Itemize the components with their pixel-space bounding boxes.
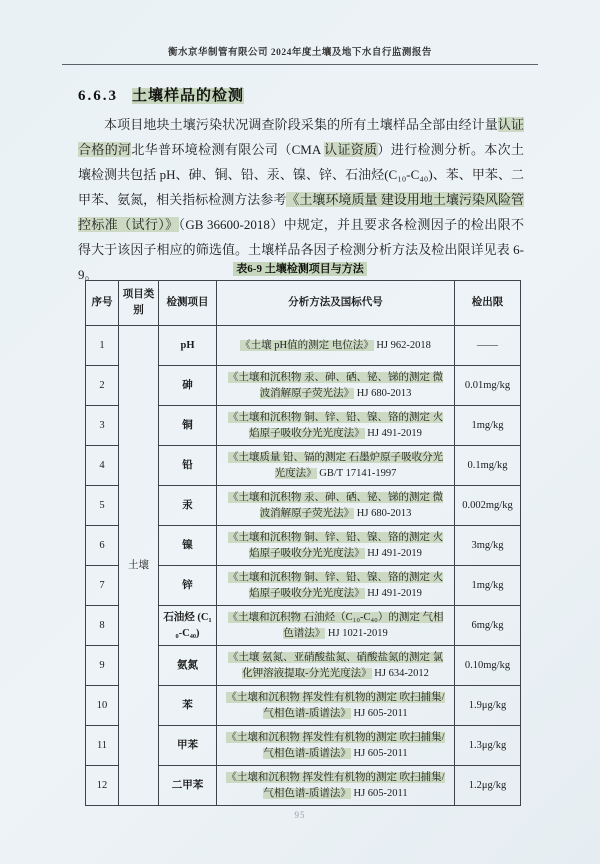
cell-limit: 1mg/kg (455, 406, 521, 446)
para-segment: 北华普环境检测有限公司（CMA (131, 142, 325, 157)
cell-limit: 1.3μg/kg (455, 726, 521, 766)
running-header-title: 衡水京华制管有限公司 2024年度土壤及地下水自行监测报告 (168, 48, 432, 58)
cell-method (217, 366, 455, 406)
cell-item: 铜 (159, 406, 217, 446)
cell-method (217, 766, 455, 806)
method-code: HJ 605-2011 (353, 747, 408, 759)
cell-item: 汞 (159, 486, 217, 526)
header-method: 分析方法及国标代号 (217, 281, 455, 326)
header-item: 检测项目 (159, 281, 217, 326)
header-no: 序号 (86, 281, 119, 326)
method-title: 《土壤和沉积物 铜、锌、铅、镍、铬的测定 火焰原子吸收分光光度法》 (227, 411, 444, 439)
cell-method (217, 486, 455, 526)
method-code: HJ 680-2013 (356, 387, 412, 399)
cell-method (217, 526, 455, 566)
cell-item: 镍 (159, 526, 217, 566)
method-code: HJ 605-2011 (353, 707, 408, 719)
section-title: 土壤样品的检测 (132, 88, 245, 104)
method-code: GB/T 17141-1997 (319, 467, 397, 479)
cell-method (217, 326, 455, 366)
method-title: 《土壤和沉积物 铜、锌、铅、镍、铬的测定 火焰原子吸收分光光度法》 (227, 531, 444, 559)
section-heading (78, 84, 522, 105)
table-header-row (86, 281, 521, 326)
para-segment: （GB 36600-2018）中规定，并且要求各检测因子的检出限不得大于该因子相应的筛选值。土壤样品各因子检测分析方法及检出限详见表 6-9。 (78, 217, 524, 282)
cell-limit: 1mg/kg (455, 566, 521, 606)
cell-limit: 6mg/kg (455, 606, 521, 646)
method-code: HJ 962-2018 (376, 339, 431, 351)
cell-item: 苯 (159, 686, 217, 726)
method-title: 《土壤质量 铅、镉的测定 石墨炉原子吸收分光光度法》 (227, 451, 444, 479)
detection-table-wrapper (85, 280, 520, 806)
cell-method (217, 726, 455, 766)
table-row (86, 326, 521, 366)
cell-item: pH (159, 326, 217, 366)
cell-no: 8 (86, 606, 119, 646)
cell-no: 3 (86, 406, 119, 446)
cell-item: 锌 (159, 566, 217, 606)
cell-limit: 3mg/kg (455, 526, 521, 566)
method-code: HJ 1021-2019 (327, 627, 388, 639)
page-number: 95 (294, 810, 306, 820)
cell-limit: 1.9μg/kg (455, 686, 521, 726)
cell-category: 土壤 (119, 326, 159, 806)
cell-limit: —— (455, 326, 521, 366)
cell-no: 5 (86, 486, 119, 526)
para-segment-highlight: 认证合格的河 (78, 117, 524, 157)
cell-no: 10 (86, 686, 119, 726)
cell-method (217, 606, 455, 646)
cell-limit: 0.10mg/kg (455, 646, 521, 686)
method-code: HJ 605-2011 (353, 787, 408, 799)
cell-limit: 0.002mg/kg (455, 486, 521, 526)
cell-item: 氨氮 (159, 646, 217, 686)
cell-method (217, 446, 455, 486)
cell-no: 2 (86, 366, 119, 406)
table-caption (0, 260, 600, 276)
method-title: 《土壤 氨氮、亚硝酸盐氮、硝酸盐氮的测定 氯化钾溶液提取-分光光度法》 (227, 651, 444, 679)
method-code: HJ 680-2013 (356, 507, 412, 519)
table-caption-text: 表6-9 土壤检测项目与方法 (233, 262, 366, 276)
cell-limit: 1.2μg/kg (455, 766, 521, 806)
cell-no: 11 (86, 726, 119, 766)
method-title: 《土壤和沉积物 石油烃（C₁₀-C₄₀）的测定 气相色谱法》 (227, 611, 444, 639)
header-limit: 检出限 (455, 281, 521, 326)
cell-method (217, 406, 455, 446)
cell-no: 7 (86, 566, 119, 606)
method-title: 《土壤和沉积物 铜、锌、铅、镍、铬的测定 火焰原子吸收分光光度法》 (227, 571, 444, 599)
cell-method (217, 686, 455, 726)
cell-no: 9 (86, 646, 119, 686)
para-segment: 本项目地块土壤污染状况调查阶段采集的所有土壤样品全部由经计量 (104, 117, 498, 132)
method-title: 《土壤和沉积物 挥发性有机物的测定 吹扫捕集/气相色谱-质谱法》 (226, 731, 445, 759)
para-segment-highlight: 《土壤环境质量 建设用地土壤污染风险管控标准（试行）》 (78, 192, 524, 232)
cell-item: 甲苯 (159, 726, 217, 766)
method-title: 《土壤和沉积物 挥发性有机物的测定 吹扫捕集/气相色谱-质谱法》 (226, 771, 445, 799)
cell-method (217, 646, 455, 686)
cell-limit: 0.01mg/kg (455, 366, 521, 406)
method-title: 《土壤和沉积物 挥发性有机物的测定 吹扫捕集/气相色谱-质谱法》 (226, 691, 445, 719)
cell-item: 二甲苯 (159, 766, 217, 806)
detection-method-table (85, 280, 521, 806)
header-category: 项目类别 (119, 281, 159, 326)
cell-no: 1 (86, 326, 119, 366)
method-code: HJ 491-2019 (367, 547, 422, 559)
para-segment: ）进行检测分析。本次土壤检测共包括 pH、砷、铜、铅、汞、镍、锌、石油烃(C₁₀-C₄₀)、苯、甲苯、二甲苯、氨氮，相关指标检测方法参考 (78, 142, 524, 207)
cell-no: 4 (86, 446, 119, 486)
running-header (62, 44, 538, 65)
method-code: HJ 491-2019 (367, 587, 422, 599)
cell-method (217, 566, 455, 606)
method-code: HJ 491-2019 (367, 427, 422, 439)
cell-limit: 0.1mg/kg (455, 446, 521, 486)
method-code: HJ 634-2012 (374, 667, 429, 679)
cell-item: 铅 (159, 446, 217, 486)
method-title: 《土壤和沉积物 汞、砷、硒、铋、锑的测定 微波消解原子荧光法》 (227, 371, 444, 399)
cell-no: 6 (86, 526, 119, 566)
method-title: 《土壤 pH值的测定 电位法》 (240, 339, 374, 351)
cell-item: 石油烃 (C₁₀-C₄₀) (159, 606, 217, 646)
cell-no: 12 (86, 766, 119, 806)
section-number: 6.6.3 (78, 88, 118, 104)
cell-item: 砷 (159, 366, 217, 406)
method-title: 《土壤和沉积物 汞、砷、硒、铋、锑的测定 微波消解原子荧光法》 (227, 491, 444, 519)
para-segment-highlight: 认证资质 (324, 142, 378, 157)
